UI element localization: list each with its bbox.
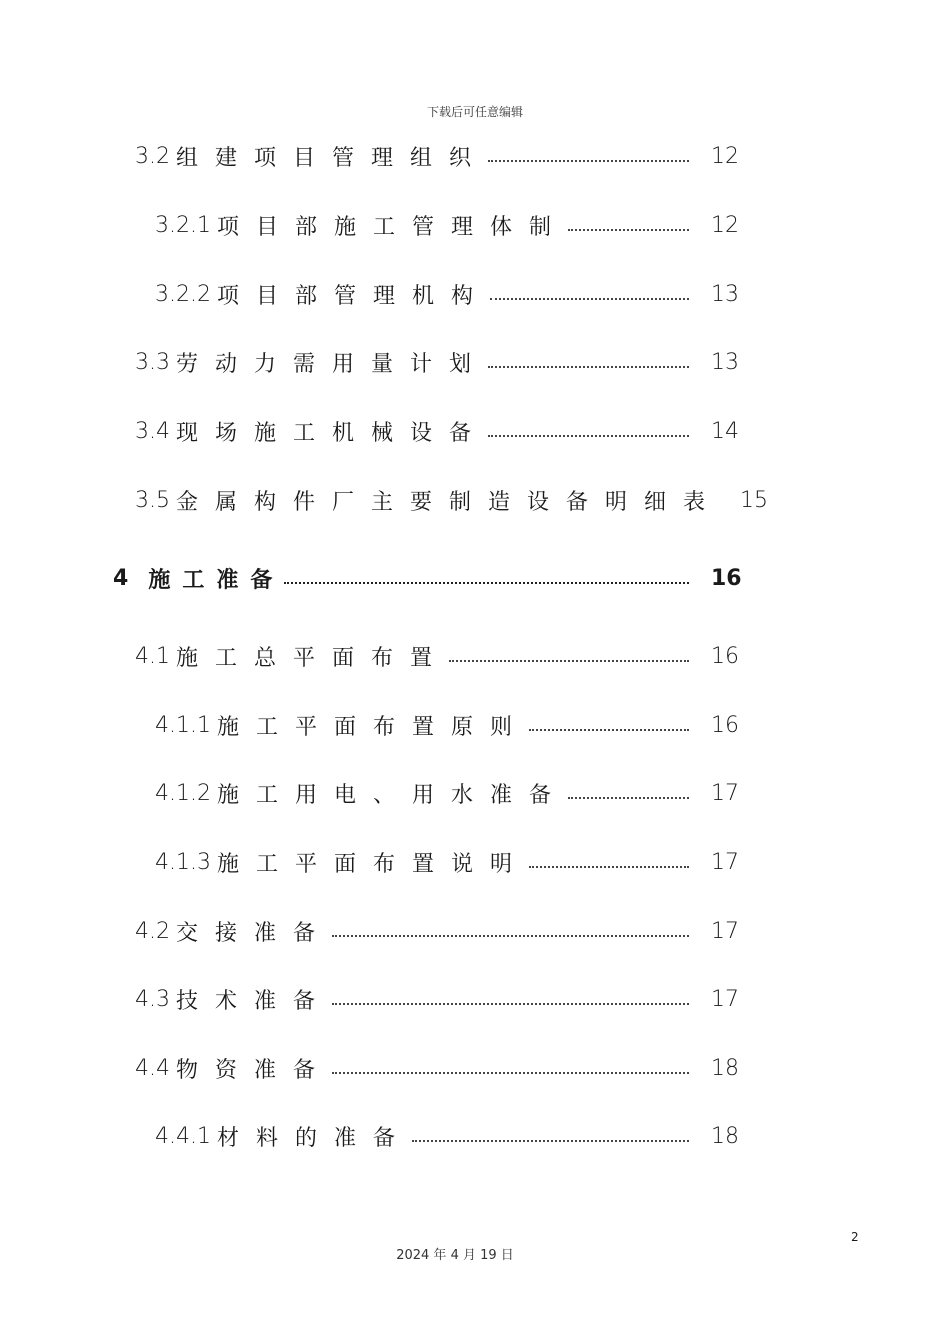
toc-title: 施工用电、用水准备 [216, 782, 568, 808]
toc-leader-dots [490, 298, 689, 300]
toc-entry-3-2-2[interactable] [155, 279, 755, 309]
toc-number: 3.2.1 [155, 212, 211, 238]
toc-title: 金属构件厂主要制造设备明细表 [176, 489, 723, 515]
toc-page-number: 13 [711, 281, 739, 307]
toc-entry-4-1-1[interactable] [155, 710, 755, 740]
toc-title: 项目部管理机构 [216, 283, 490, 309]
toc-page-number: 17 [711, 849, 739, 875]
toc-page-number: 15 [740, 487, 769, 513]
toc-leader-dots [332, 935, 689, 937]
toc-number: 4.1.2 [155, 780, 211, 806]
toc-entry-4-1[interactable] [135, 641, 755, 671]
toc-entry-3-4[interactable] [135, 416, 755, 446]
toc-entry-4-1-2[interactable] [155, 778, 755, 808]
toc-number: 4 [113, 565, 129, 591]
toc-leader-dots [412, 1140, 689, 1142]
toc-leader-dots [488, 366, 689, 368]
toc-leader-dots [568, 797, 689, 799]
toc-number: 3.2 [135, 143, 170, 169]
toc-entry-3-3[interactable] [135, 347, 755, 377]
toc-number: 4.4.1 [155, 1123, 211, 1149]
toc-page-number: 16 [711, 565, 742, 591]
toc-leader-dots [284, 582, 689, 584]
toc-page-number: 18 [711, 1055, 739, 1081]
toc-number: 4.3 [135, 986, 170, 1012]
toc-entry-3-2-1[interactable] [155, 210, 755, 240]
page-number: 2 [851, 1230, 859, 1244]
toc-title: 施工准备 [148, 567, 285, 593]
toc-number: 4.1 [135, 643, 170, 669]
toc-page-number: 16 [711, 643, 739, 669]
toc-page-number: 17 [711, 918, 739, 944]
toc-leader-dots [449, 660, 689, 662]
toc-leader-dots [529, 866, 689, 868]
toc-title: 技术准备 [176, 988, 333, 1014]
toc-leader-dots [568, 229, 689, 231]
toc-title: 现场施工机械设备 [176, 420, 489, 446]
toc-title: 施工平面布置原则 [216, 714, 529, 740]
toc-entry-chapter-4[interactable] [113, 563, 755, 593]
toc-page-number: 12 [711, 143, 739, 169]
toc-number: 3.2.2 [155, 281, 211, 307]
toc-page-number: 13 [711, 349, 739, 375]
toc-title: 组建项目管理组织 [176, 145, 489, 171]
toc-page-number: 17 [711, 780, 739, 806]
toc-number: 4.1.1 [155, 712, 211, 738]
toc-title: 材料的准备 [216, 1125, 412, 1151]
toc-number: 4.4 [135, 1055, 170, 1081]
toc-leader-dots [488, 435, 689, 437]
toc-page-number: 14 [711, 418, 739, 444]
page-footer-date: 2024 年 4 月 19 日 [396, 1248, 514, 1263]
toc-number: 4.2 [135, 918, 170, 944]
toc-page-number: 16 [711, 712, 739, 738]
toc-number: 3.5 [135, 487, 170, 513]
toc-title: 物资准备 [176, 1057, 333, 1083]
toc-number: 3.3 [135, 349, 170, 375]
toc-title: 交接准备 [176, 920, 333, 946]
page-header: 下载后可任意编辑 [426, 105, 523, 119]
toc-number: 4.1.3 [155, 849, 211, 875]
toc-page-number: 18 [711, 1123, 739, 1149]
toc-entry-4-3[interactable] [135, 984, 755, 1014]
toc-leader-dots [332, 1072, 689, 1074]
toc-title: 项目部施工管理体制 [216, 214, 568, 240]
toc-entry-4-4-1[interactable] [155, 1121, 755, 1151]
toc-page-number: 12 [711, 212, 739, 238]
toc-leader-dots [529, 729, 689, 731]
toc-entry-4-4[interactable] [135, 1053, 755, 1083]
toc-page-number: 17 [711, 986, 739, 1012]
toc-leader-dots [488, 160, 689, 162]
toc-entry-3-5[interactable] [135, 485, 795, 515]
toc-title: 劳动力需用量计划 [176, 351, 489, 377]
toc-entry-3-2[interactable] [135, 141, 755, 171]
toc-number: 3.4 [135, 418, 170, 444]
toc-title: 施工总平面布置 [176, 645, 450, 671]
toc-entry-4-2[interactable] [135, 916, 755, 946]
toc-title: 施工平面布置说明 [216, 851, 529, 877]
toc-leader-dots [332, 1003, 689, 1005]
toc-entry-4-1-3[interactable] [155, 847, 755, 877]
